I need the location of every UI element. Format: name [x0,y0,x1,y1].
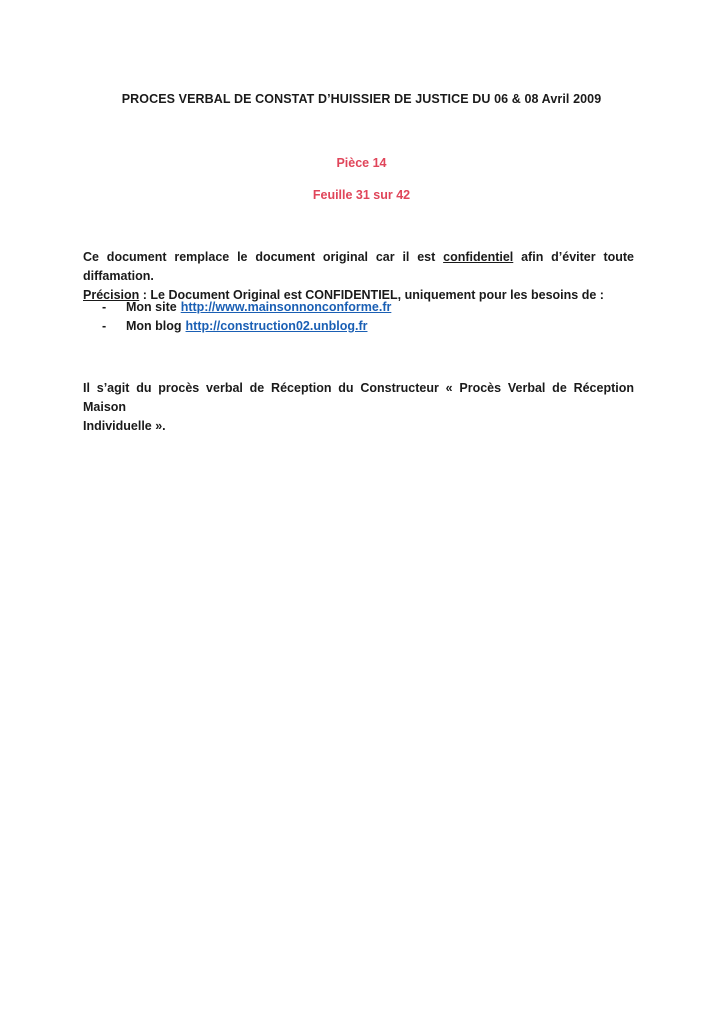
confidential-word: confidentiel [443,250,514,264]
site-label: Mon site [126,300,177,314]
document-title: PROCES VERBAL DE CONSTAT D’HUISSIER DE JUSTICE DU 06 & 08 Avril 2009 [121,92,602,106]
reception-paragraph [83,379,634,436]
precision-label: Précision [83,288,140,302]
list-item [102,298,391,317]
confidentiality-line-1 [83,248,634,286]
list-dash: - [102,319,107,333]
precision-text: : Le Document Original est CONFIDENTIEL, uniquement pour les besoins de : [139,288,604,302]
links-list [102,298,391,336]
list-item [102,317,391,336]
blog-link[interactable]: http://construction02.unblog.fr [185,319,368,333]
site-link[interactable]: http://www.mainsonnonconforme.fr [180,300,392,314]
blog-label: Mon blog [126,319,182,333]
confidentiality-paragraph [83,248,634,305]
reception-line-2: Individuelle ». [83,419,166,433]
reception-line-1: Il s’agit du procès verbal de Réception du Constructeur « Procès Verbal de Réception Maison [83,381,634,414]
confidentiality-text-end: afin d’éviter toute diffamation. [83,250,634,283]
confidentiality-text-start: Ce document remplace le document original car il est [83,250,444,264]
sheet-number: Feuille 31 sur 42 [312,188,411,202]
piece-number: Pièce 14 [336,156,387,170]
list-dash: - [102,300,107,314]
